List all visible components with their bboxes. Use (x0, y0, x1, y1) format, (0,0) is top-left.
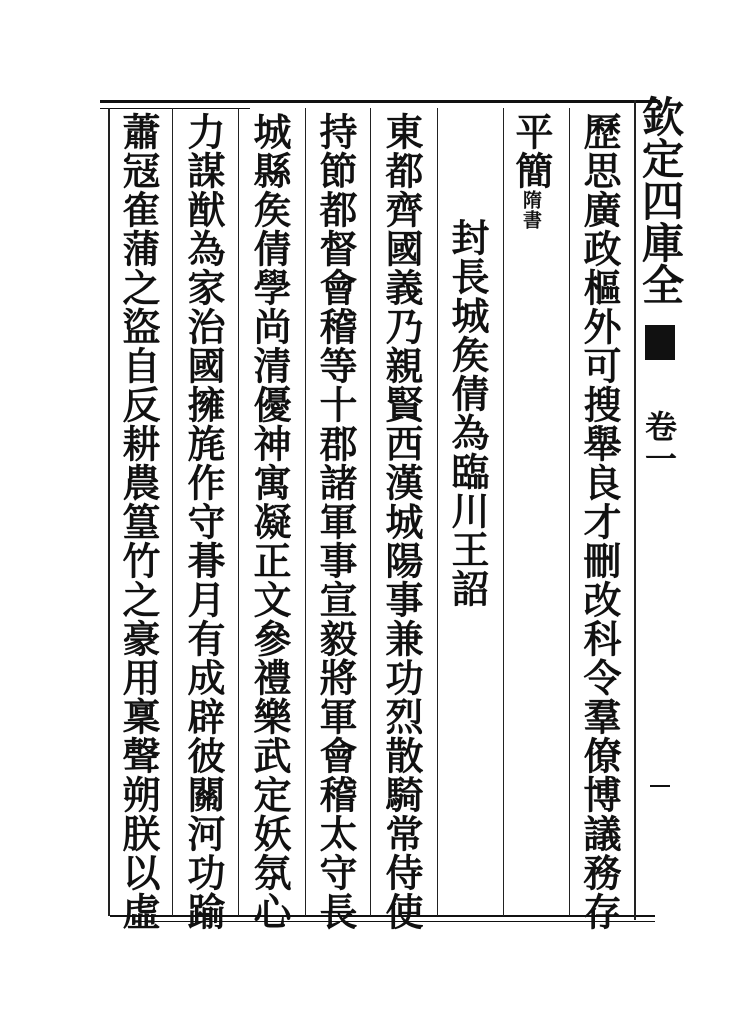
column-divider (437, 108, 438, 916)
volume-label: 卷一 (640, 410, 678, 474)
column-divider (305, 108, 306, 916)
top-border (100, 100, 660, 103)
column-divider (108, 108, 110, 916)
column-divider (370, 108, 371, 916)
column-divider (569, 108, 570, 916)
column-divider (238, 108, 239, 916)
text-column-6: 城縣矦倩學尚清優神寓凝正文參禮樂武定妖氛心 (247, 112, 292, 931)
margin-tick (650, 785, 670, 787)
text-column-2 (509, 112, 554, 230)
top-border-inner (100, 108, 250, 109)
edict-title: 封長城矦倩為臨川王詔 (445, 218, 490, 608)
text-column-8: 蕭冦隺蒲之盜自反耕農篁竹之豪用稟聲朔朕以虛 (116, 112, 161, 931)
column-divider (503, 108, 504, 916)
library-title: 欽定四庫全 (636, 95, 685, 305)
text-column-4: 東都齊國義乃親賢西漢城陽事兼功烈散騎常侍使 (379, 112, 424, 931)
text-column-1: 歷思廣政樞外可搜舉良才刪改科令羣僚博議務存 (577, 112, 622, 931)
column-text: 平簡 (509, 112, 554, 190)
column-divider (172, 108, 173, 916)
fishtail-mark (645, 325, 675, 360)
text-column-5: 持節都督會稽等十郡諸軍事宣毅將軍會稽太守長 (313, 112, 358, 931)
source-note: 隋書 (520, 190, 542, 230)
text-column-7: 力謀猷為家治國擁旄作守朞月有成辟彼關河功踰 (181, 112, 226, 931)
